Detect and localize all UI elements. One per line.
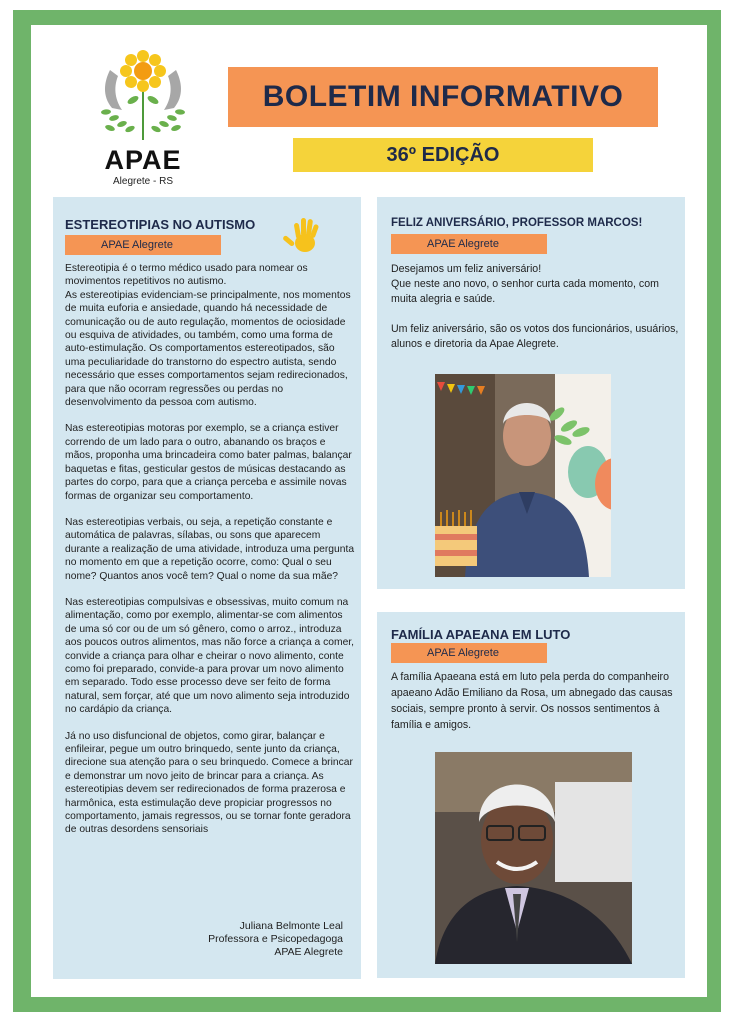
flower-hands-icon <box>88 48 198 148</box>
article-tag: APAE Alegrete <box>65 235 221 255</box>
newsletter-title-banner <box>228 67 658 127</box>
edition-banner <box>293 138 593 172</box>
edition-label: 36º EDIÇÃO <box>386 143 500 166</box>
article-birthday <box>377 197 685 589</box>
paragraph: Já no uso disfuncional de objetos, como girar, balançar e enfileirar, pegue um outro brinquedo, sente junto da criança, direcione sua atenção para o seu brinquedo. Comece a brincar e demonstrar um novo jeito de brincar para a criança. As estereotipias devem ser redirecionados de forma prazerosa e harmônica, esta estimulação deve propiciar progressos no comportamento, jamais regressos, ou se tornar fonte geradora de outras desordens sensoriais <box>65 730 353 836</box>
memorial-photo <box>435 752 632 964</box>
logo-city: Alegrete - RS <box>112 176 174 187</box>
author-signature <box>53 920 343 959</box>
author-name: Juliana Belmonte Leal <box>239 920 343 932</box>
logo-name: APAE <box>104 145 182 175</box>
article-title: FELIZ ANIVERSÁRIO, PROFESSOR MARCOS! <box>391 217 643 229</box>
paragraph: A família Apaeana está em luto pela perda do companheiro apaeano Adão Emiliano da Rosa, um abnegado das causas sociais, sempre pronto à servir. Os nossos sentimentos à família e amigos. <box>391 671 673 731</box>
newsletter-title: BOLETIM INFORMATIVO <box>262 80 624 113</box>
paragraph: Nas estereotipias motoras por exemplo, se a criança estiver correndo de um lado para o outro, abanando os braços e mãos, proponha uma brincadeira como bater palmas, balançar baquetas e fitas, gesticular gestos de músicas destacando as partes do corpo, para que a criança perceba e assimile novas formas de organizar seu comportamento. <box>65 423 352 502</box>
paragraph: Nas estereotipias verbais, ou seja, a repetição constante e automática de palavras, sílabas, ou sons que aparecem durante a realização de uma atividade, introduza uma pergunta no momento em que a repetição ocorre, como: Qual o seu nome? Quantos anos você tem? Qual o nome da sua mãe? <box>65 516 355 582</box>
article-tag: APAE Alegrete <box>391 643 547 663</box>
article-title: FAMÍLIA APAEANA EM LUTO <box>391 627 571 642</box>
paragraph: Estereotipia é o termo médico usado para nomear os movimentos repetitivos no autismo. As estereotipias evidenciam-se principalmente, nos momentos de muita euforia e ansiedade, quando há necessidade de comunicação ou de auto regulação, momentos de ociosidade ou esquiva de atividades, ou também, como uma forma de auto-estimulação. Os comportamentos estereotipados, são uma peculiaridade do transtorno do espectro autista, sendo necessário que esses comportamentos sejam redirecionados, para que não ocorram regressões ou perdas no desenvolvimento da pessoa com autismo. <box>65 263 351 409</box>
paragraph: Desejamos um feliz aniversário! Que neste ano novo, o senhor curta cada momento, com muita alegria e saúde. <box>391 263 659 305</box>
hand-icon <box>282 213 328 259</box>
article-body <box>391 262 681 352</box>
author-org: APAE Alegrete <box>274 946 343 958</box>
article-autism <box>53 197 361 979</box>
author-role: Professora e Psicopedagoga <box>208 933 343 945</box>
birthday-photo <box>435 374 611 577</box>
apae-logo <box>88 48 198 188</box>
paragraph: Nas estereotipias compulsivas e obsessivas, muito comum na alimentação, como por exemplo, alimentar-se com alimentos de uma só cor ou de um só gênero, como o arroz., introduza aos poucos outros alimentos, mas não force a criança a comer, convide a criança para olhar e cheirar o novo alimento, conte como foi preparado, convide-a para provar um novo alimento em separado. Todo esse processo deve ser feito de forma natural, sem forçar, até que um novo alimento seja introduzido no cardápio da criança. <box>65 596 355 716</box>
article-body <box>65 262 355 837</box>
article-mourning <box>377 612 685 978</box>
paragraph: Um feliz aniversário, são os votos dos funcionários, usuários, alunos e diretoria da Apae Alegrete. <box>391 323 679 350</box>
article-body <box>391 669 681 733</box>
article-title: ESTEREOTIPIAS NO AUTISMO <box>65 217 256 232</box>
article-tag: APAE Alegrete <box>391 234 547 254</box>
